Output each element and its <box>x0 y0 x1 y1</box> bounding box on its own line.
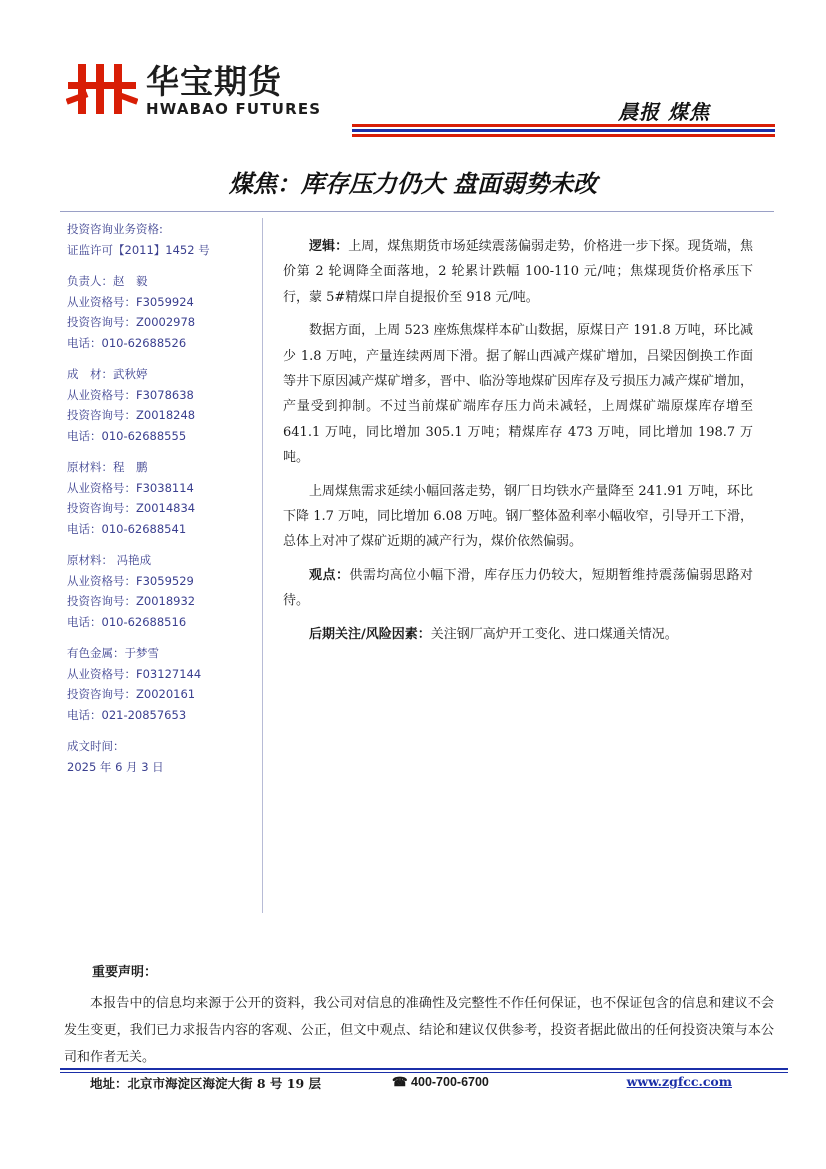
sidebar-group <box>67 271 263 353</box>
sidebar-group <box>67 550 263 632</box>
sidebar-line: 投资咨询号：Z0018248 <box>67 408 196 422</box>
body-paragraph <box>283 563 753 614</box>
sidebar-line: 投资咨询号：Z0018932 <box>67 594 196 608</box>
hwabao-logo-icon <box>66 62 138 116</box>
sidebar-line: 投资咨询号：Z0014834 <box>67 501 196 515</box>
company-logo <box>66 62 322 118</box>
sidebar-line: 从业资格号：F3059924 <box>67 294 194 309</box>
sidebar-line: 投资咨询业务资格: <box>67 222 163 236</box>
sidebar-line: 从业资格号：F3059529 <box>67 573 194 588</box>
paragraph-text: 供需均高位小幅下滑，库存压力仍较大，短期暂维持震荡偏弱思路对待。 <box>283 567 753 609</box>
title-divider <box>60 211 774 212</box>
footer-website-link[interactable]: www.zgfcc.com <box>626 1074 732 1089</box>
sidebar-line: 负责人：赵 毅 <box>67 274 148 288</box>
footer-rule <box>60 1068 788 1070</box>
sidebar-divider <box>262 218 263 913</box>
footer-rule-thin <box>60 1072 788 1073</box>
paragraph-text: 数据方面，上周 523 座炼焦煤样本矿山数据，原煤日产 191.8 万吨，环比减少 1.8 万吨，产量连续两周下滑。据了解山西减产煤矿增加，吕梁因倒换工作面等井下原因减产煤矿增多，晋中、临汾等地煤矿因库存及亏损压力减产煤矿增加，产量受到抑制。不过当前煤矿端库存压力尚未减轻，上周煤矿端原煤库存增至 641.1 万吨，同比增加 305.1 万吨；精煤库存 473 万吨，同比增加 198.7 万吨。 <box>283 323 753 466</box>
footer-phone: ☎ 400-700-6700 <box>392 1075 489 1089</box>
paragraph-text: 关注钢厂高炉开工变化、进口煤通关情况。 <box>430 626 678 642</box>
paragraph-label-separator: ： <box>417 626 431 642</box>
disclaimer-body: 本报告中的信息均来源于公开的资料，我公司对信息的准确性及完整性不作任何保证，也不保证包含的信息和建议不会发生变更，我们已力求报告内容的客观、公正，但文中观点、结论和建议仅供参考，投资者据此做出的任何投资决策与本公司和作者无关。 <box>64 996 774 1065</box>
sidebar-line: 原材料：程 鹏 <box>67 460 148 474</box>
sidebar-line: 电话：010-62688555 <box>67 428 187 443</box>
body-paragraph <box>283 318 753 470</box>
sidebar-line: 成文时间： <box>67 739 125 753</box>
paragraph-label: 逻辑 <box>309 239 336 254</box>
footer-address: 地址：北京市海淀区海淀大街 8 号 19 层 <box>90 1076 322 1091</box>
sidebar-line: 原材料： 冯艳成 <box>67 553 152 567</box>
disclaimer-title: 重要声明： <box>92 965 158 980</box>
sidebar-line: 电话：010-62688526 <box>67 335 187 350</box>
report-type-tag: 晨报 煤焦 <box>618 100 710 124</box>
sidebar-line: 从业资格号：F3078638 <box>67 387 194 402</box>
sidebar-line: 电话：010-62688516 <box>67 614 187 629</box>
sidebar-line: 成 材：武秋婷 <box>67 367 148 381</box>
sidebar-line: 有色金属：于梦雪 <box>67 646 159 660</box>
sidebar-line: 2025 年 6 月 3 日 <box>67 759 164 774</box>
report-title: 煤焦：库存压力仍大 盘面弱势未改 <box>228 169 598 198</box>
logo-chinese-name: 华宝期货 <box>146 62 282 101</box>
paragraph-text: 上周煤焦需求延续小幅回落走势，钢厂日均铁水产量降至 241.91 万吨，环比下降 1.7 万吨，同比增加 6.08 万吨。钢厂整体盈利率小幅收窄，引导开工下滑，总体上对冲了煤矿近期的减产行为，煤价依然偏弱。 <box>283 483 753 550</box>
sidebar-group <box>67 219 263 260</box>
report-body <box>283 234 753 655</box>
header-rule-red <box>352 124 775 127</box>
body-paragraph <box>283 234 753 310</box>
paragraph-label-separator: ： <box>335 239 349 254</box>
footer <box>90 1074 770 1094</box>
paragraph-label: 后期关注/风险因素 <box>309 626 418 642</box>
sidebar-group <box>67 457 263 539</box>
paragraph-text: 上周，煤焦期货市场延续震荡偏弱走势，价格进一步下探。现货端，焦价第 2 轮调降全面落地，2 轮累计跌幅 100-110 元/吨；焦煤现货价格承压下行，蒙 5#精煤口岸自提报价至 918 元/吨。 <box>283 239 753 305</box>
sidebar-line: 投资咨询号：Z0002978 <box>67 315 196 329</box>
sidebar-line: 电话：010-62688541 <box>67 521 187 536</box>
paragraph-label-separator: ： <box>335 567 350 583</box>
body-paragraph <box>283 479 753 555</box>
body-paragraph <box>283 622 753 647</box>
header-rule-blue <box>352 129 775 132</box>
sidebar-line: 从业资格号：F3038114 <box>67 480 194 495</box>
paragraph-label: 观点 <box>309 567 336 583</box>
analyst-sidebar <box>67 219 263 788</box>
sidebar-group <box>67 736 263 777</box>
sidebar-line: 证监许可【2011】1452 号 <box>67 242 210 257</box>
sidebar-line: 投资咨询号：Z0020161 <box>67 687 196 701</box>
sidebar-line: 电话：021-20857653 <box>67 707 187 722</box>
sidebar-line: 从业资格号：F03127144 <box>67 666 202 681</box>
disclaimer-section <box>64 962 774 1071</box>
sidebar-group <box>67 364 263 446</box>
sidebar-group <box>67 643 263 725</box>
logo-english-name: HWABAO FUTURES <box>146 100 322 118</box>
header-rule-red-lower <box>352 134 775 137</box>
